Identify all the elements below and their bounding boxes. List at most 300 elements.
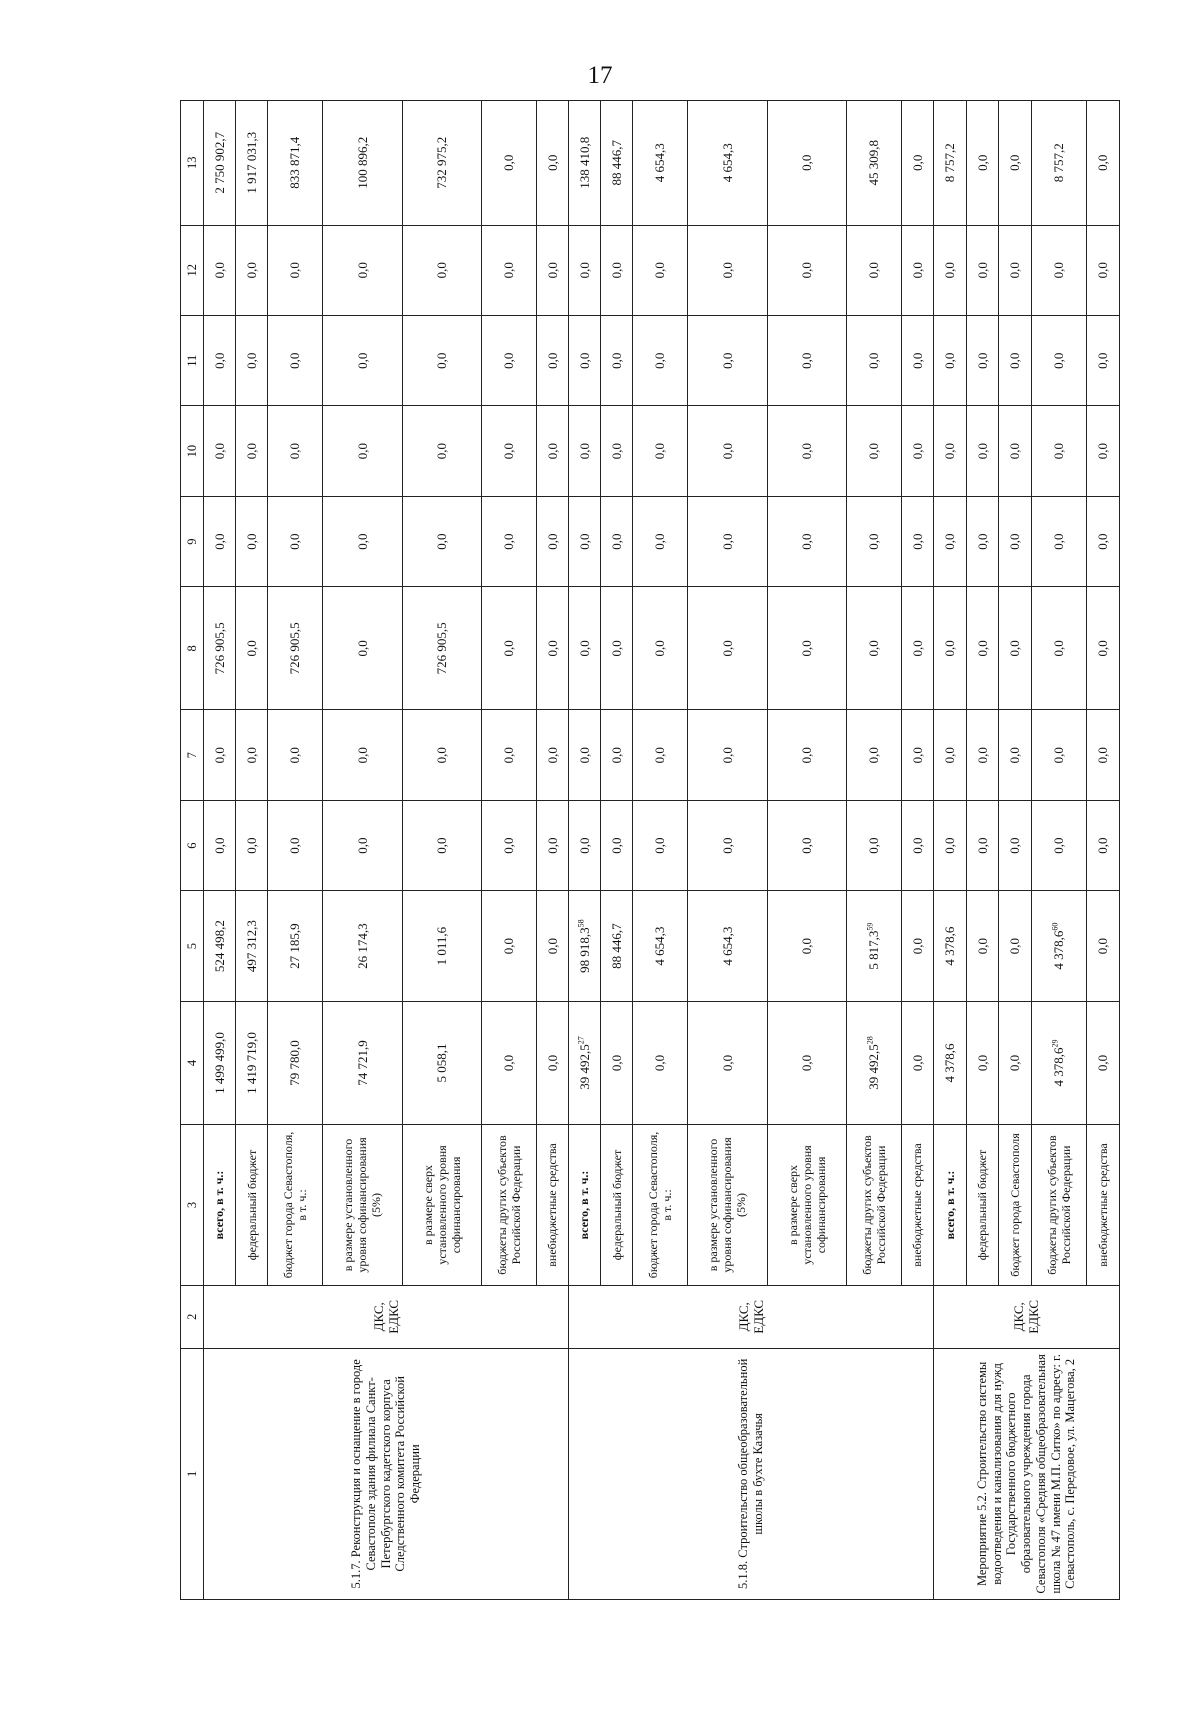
amount-cell xyxy=(268,315,323,405)
amount-cell xyxy=(687,1001,767,1124)
amount-value: 0,0 xyxy=(608,747,624,764)
amount-cell xyxy=(901,101,933,226)
amount-value: 0,0 xyxy=(974,154,990,171)
amount-cell xyxy=(1087,225,1120,315)
amount-cell xyxy=(601,406,633,496)
amount-value: 79 780,0 xyxy=(287,1040,303,1086)
amount-cell xyxy=(999,406,1032,496)
amount-cell xyxy=(901,496,933,586)
amount-value: 0,0 xyxy=(1095,154,1111,171)
amount-value: 0,0 xyxy=(608,533,624,550)
amount-cell xyxy=(767,101,847,226)
amount-cell xyxy=(999,710,1032,800)
table-row xyxy=(933,101,966,1600)
column-number-10: 10 xyxy=(181,406,204,496)
amount-value: 0,0 xyxy=(434,443,450,460)
amount-cell xyxy=(901,587,933,710)
amount-value: 0,0 xyxy=(1007,640,1023,657)
amount-cell xyxy=(601,101,633,226)
amount-value: 0,0 xyxy=(799,154,815,171)
amount-cell xyxy=(933,800,966,890)
amount-cell xyxy=(402,891,482,1002)
column-number-13: 13 xyxy=(181,101,204,226)
amount-cell xyxy=(633,406,688,496)
funding-source-label: в размере сверх установленного уровня софинансирования xyxy=(767,1125,847,1286)
amount-value: 0,0 xyxy=(942,352,958,369)
amount-value: 0,0 xyxy=(501,154,517,171)
amount-value: 0,0 xyxy=(354,262,370,279)
amount-value: 39 492,5 xyxy=(576,1044,592,1090)
amount-value: 0,0 xyxy=(1095,1054,1111,1072)
table-row xyxy=(568,101,600,1600)
amount-cell xyxy=(601,710,633,800)
amount-cell xyxy=(847,710,902,800)
amount-cell xyxy=(966,1001,999,1124)
amount-cell xyxy=(933,496,966,586)
amount-value: 5 058,1 xyxy=(434,1043,450,1083)
amount-value: 1 917 031,3 xyxy=(243,131,259,194)
budget-table xyxy=(180,100,1120,1600)
amount-cell xyxy=(322,406,402,496)
amount-cell xyxy=(482,1001,537,1124)
amount-value: 0,0 xyxy=(1007,747,1023,764)
amount-cell xyxy=(568,1001,600,1124)
amount-cell xyxy=(482,315,537,405)
column-number-6: 6 xyxy=(181,800,204,890)
amount-cell xyxy=(1031,225,1087,315)
amount-cell xyxy=(901,406,933,496)
amount-cell xyxy=(268,1001,323,1124)
amount-value: 0,0 xyxy=(608,443,624,460)
amount-cell xyxy=(1031,101,1087,226)
amount-value: 0,0 xyxy=(799,640,815,657)
page-number: 17 xyxy=(587,62,613,89)
amount-cell xyxy=(536,891,568,1002)
amount-value: 0,0 xyxy=(909,533,925,550)
amount-cell xyxy=(482,406,537,496)
amount-value: 0,0 xyxy=(1095,443,1111,460)
amount-cell xyxy=(322,101,402,226)
funding-source-label: бюджет города Севастополя, в т. ч.: xyxy=(268,1125,323,1286)
amount-value: 0,0 xyxy=(576,443,592,460)
amount-cell xyxy=(687,225,767,315)
amount-value: 2 750 902,7 xyxy=(211,131,227,194)
amount-cell xyxy=(402,496,482,586)
amount-value: 0,0 xyxy=(974,1054,990,1072)
funding-source-label: всего, в т. ч.: xyxy=(204,1125,236,1286)
amount-cell xyxy=(322,496,402,586)
column-number-8: 8 xyxy=(181,587,204,710)
amount-cell xyxy=(1087,406,1120,496)
amount-cell xyxy=(482,496,537,586)
amount-cell xyxy=(633,101,688,226)
amount-cell xyxy=(536,315,568,405)
amount-cell xyxy=(236,496,268,586)
amount-cell xyxy=(402,1001,482,1124)
amount-value: 100 896,2 xyxy=(354,136,370,189)
amount-value: 0,0 xyxy=(501,443,517,460)
amount-cell xyxy=(1087,800,1120,890)
amount-value: 0,0 xyxy=(544,747,560,764)
amount-value: 4 654,3 xyxy=(719,143,735,183)
amount-value: 0,0 xyxy=(719,1054,735,1072)
amount-cell xyxy=(322,891,402,1002)
funding-source-label: в размере установленного уровня софинансирования (5%) xyxy=(687,1125,767,1286)
amount-cell xyxy=(536,496,568,586)
amount-cell xyxy=(1087,587,1120,710)
amount-value: 0,0 xyxy=(243,640,259,657)
amount-value: 4 654,3 xyxy=(652,926,668,966)
amount-cell xyxy=(402,587,482,710)
amount-cell xyxy=(999,496,1032,586)
amount-value: 0,0 xyxy=(866,747,882,764)
amount-value: 0,0 xyxy=(576,640,592,657)
amount-value: 0,0 xyxy=(1007,938,1023,955)
funding-source-label: бюджет города Севастополя xyxy=(999,1125,1032,1286)
amount-value: 0,0 xyxy=(1051,443,1067,460)
amount-value: 0,0 xyxy=(799,262,815,279)
amount-value: 0,0 xyxy=(909,352,925,369)
amount-value: 4 378,6 xyxy=(1051,930,1067,970)
amount-value: 0,0 xyxy=(1051,837,1067,854)
footnote-marker: 58 xyxy=(576,919,586,928)
footnote-marker: 27 xyxy=(576,1036,586,1045)
amount-cell xyxy=(402,406,482,496)
amount-cell xyxy=(536,587,568,710)
table-row xyxy=(204,101,236,1600)
amount-cell xyxy=(966,315,999,405)
amount-value: 0,0 xyxy=(243,262,259,279)
amount-value: 0,0 xyxy=(942,533,958,550)
amount-value: 0,0 xyxy=(799,533,815,550)
amount-cell xyxy=(767,891,847,1002)
amount-value: 0,0 xyxy=(942,747,958,764)
amount-value: 0,0 xyxy=(243,533,259,550)
amount-value: 0,0 xyxy=(1051,640,1067,657)
amount-value: 0,0 xyxy=(719,747,735,764)
amount-value: 0,0 xyxy=(211,352,227,369)
amount-cell xyxy=(322,315,402,405)
amount-value: 0,0 xyxy=(1095,640,1111,657)
amount-cell xyxy=(204,496,236,586)
amount-value: 0,0 xyxy=(211,747,227,764)
funding-source-label: внебюджетные средства xyxy=(901,1125,933,1286)
amount-cell xyxy=(767,587,847,710)
amount-cell xyxy=(204,225,236,315)
amount-cell xyxy=(568,710,600,800)
amount-cell xyxy=(268,406,323,496)
amount-value: 0,0 xyxy=(799,747,815,764)
amount-cell xyxy=(482,710,537,800)
amount-value: 1 011,6 xyxy=(434,926,450,966)
amount-cell xyxy=(633,800,688,890)
amount-value: 0,0 xyxy=(287,533,303,550)
amount-cell xyxy=(568,101,600,226)
column-number-1: 1 xyxy=(181,1348,204,1599)
amount-value: 0,0 xyxy=(974,640,990,657)
amount-cell xyxy=(999,315,1032,405)
amount-value: 0,0 xyxy=(354,747,370,764)
amount-value: 0,0 xyxy=(501,640,517,657)
amount-cell xyxy=(268,710,323,800)
amount-value: 8 757,2 xyxy=(1051,143,1067,183)
amount-cell xyxy=(236,710,268,800)
amount-value: 0,0 xyxy=(1007,1054,1023,1072)
amount-cell xyxy=(568,225,600,315)
amount-cell xyxy=(322,710,402,800)
amount-value: 0,0 xyxy=(544,443,560,460)
amount-cell xyxy=(236,1001,268,1124)
amount-cell xyxy=(687,406,767,496)
amount-cell xyxy=(933,315,966,405)
amount-value: 0,0 xyxy=(576,747,592,764)
amount-value: 0,0 xyxy=(866,352,882,369)
amount-value: 88 446,7 xyxy=(608,140,624,186)
amount-value: 0,0 xyxy=(866,262,882,279)
amount-value: 0,0 xyxy=(719,443,735,460)
amount-value: 27 185,9 xyxy=(287,923,303,969)
amount-cell xyxy=(767,496,847,586)
amount-cell xyxy=(268,587,323,710)
amount-cell xyxy=(1031,315,1087,405)
amount-cell xyxy=(482,225,537,315)
amount-value: 0,0 xyxy=(974,262,990,279)
amount-value: 0,0 xyxy=(652,837,668,854)
activity-name: Мероприятие 5.2. Строительство системы водоотведения и канализования для нужд Государственного бюджетного образовательного учреждения города Севастополя «Средняя общеобразовательная школа № 47 имени М.П. Ситко» по адресу: г. Севастополь, с. Передовое, ул. Мацегова, 2 xyxy=(933,1348,1119,1599)
amount-value: 0,0 xyxy=(354,533,370,550)
amount-value: 0,0 xyxy=(1007,154,1023,171)
amount-cell xyxy=(901,315,933,405)
amount-cell xyxy=(568,587,600,710)
amount-cell xyxy=(999,587,1032,710)
amount-cell xyxy=(847,315,902,405)
amount-cell xyxy=(204,800,236,890)
amount-cell xyxy=(767,800,847,890)
amount-cell xyxy=(402,800,482,890)
amount-value: 4 654,3 xyxy=(652,143,668,183)
amount-cell xyxy=(601,315,633,405)
amount-value: 0,0 xyxy=(287,747,303,764)
amount-value: 0,0 xyxy=(243,352,259,369)
amount-cell xyxy=(536,406,568,496)
amount-value: 0,0 xyxy=(434,837,450,854)
amount-value: 0,0 xyxy=(287,837,303,854)
amount-cell xyxy=(633,587,688,710)
funding-source-label: бюджет города Севастополя, в т. ч.: xyxy=(633,1125,688,1286)
amount-cell xyxy=(568,496,600,586)
amount-cell xyxy=(687,710,767,800)
amount-cell xyxy=(687,891,767,1002)
amount-cell xyxy=(482,800,537,890)
amount-cell xyxy=(901,225,933,315)
amount-value: 0,0 xyxy=(652,747,668,764)
amount-value: 0,0 xyxy=(652,262,668,279)
amount-cell xyxy=(847,225,902,315)
amount-cell xyxy=(204,891,236,1002)
amount-value: 0,0 xyxy=(354,837,370,854)
amount-value: 0,0 xyxy=(719,837,735,854)
amount-cell xyxy=(236,891,268,1002)
amount-value: 0,0 xyxy=(719,640,735,657)
amount-cell xyxy=(1031,1001,1087,1124)
amount-cell xyxy=(933,587,966,710)
amount-value: 0,0 xyxy=(719,262,735,279)
amount-value: 0,0 xyxy=(211,262,227,279)
amount-cell xyxy=(536,225,568,315)
amount-value: 0,0 xyxy=(909,1054,925,1072)
amount-cell xyxy=(767,406,847,496)
amount-value: 0,0 xyxy=(799,1054,815,1072)
amount-cell xyxy=(268,225,323,315)
amount-cell xyxy=(1087,710,1120,800)
amount-value: 0,0 xyxy=(287,352,303,369)
amount-cell xyxy=(966,891,999,1002)
amount-value: 0,0 xyxy=(243,747,259,764)
column-number-row xyxy=(181,101,204,1600)
amount-cell xyxy=(322,225,402,315)
amount-value: 0,0 xyxy=(501,837,517,854)
amount-cell xyxy=(933,1001,966,1124)
amount-cell xyxy=(1031,710,1087,800)
amount-cell xyxy=(687,496,767,586)
amount-value: 0,0 xyxy=(1095,837,1111,854)
amount-cell xyxy=(536,101,568,226)
amount-cell xyxy=(966,800,999,890)
amount-value: 0,0 xyxy=(866,640,882,657)
amount-value: 5 817,3 xyxy=(866,930,882,970)
amount-value: 0,0 xyxy=(1095,938,1111,955)
amount-value: 0,0 xyxy=(608,1054,624,1072)
amount-cell xyxy=(687,587,767,710)
amount-cell xyxy=(568,891,600,1002)
amount-value: 0,0 xyxy=(544,262,560,279)
amount-value: 0,0 xyxy=(974,443,990,460)
amount-cell xyxy=(966,496,999,586)
amount-cell xyxy=(847,1001,902,1124)
amount-cell xyxy=(999,891,1032,1002)
amount-cell xyxy=(1087,1001,1120,1124)
amount-value: 0,0 xyxy=(866,533,882,550)
amount-cell xyxy=(999,800,1032,890)
amount-value: 0,0 xyxy=(544,533,560,550)
amount-cell xyxy=(236,406,268,496)
funding-source-label: всего, в т. ч.: xyxy=(933,1125,966,1286)
amount-value: 0,0 xyxy=(974,837,990,854)
amount-cell xyxy=(236,225,268,315)
amount-cell xyxy=(687,800,767,890)
amount-cell xyxy=(601,587,633,710)
amount-cell xyxy=(847,101,902,226)
amount-cell xyxy=(322,1001,402,1124)
amount-value: 0,0 xyxy=(501,352,517,369)
amount-value: 0,0 xyxy=(1095,747,1111,764)
amount-cell xyxy=(847,800,902,890)
amount-value: 0,0 xyxy=(1007,352,1023,369)
rotated-table-wrapper xyxy=(180,100,1120,1600)
amount-value: 0,0 xyxy=(544,640,560,657)
amount-cell xyxy=(1031,496,1087,586)
amount-value: 4 378,6 xyxy=(1051,1047,1067,1087)
amount-cell xyxy=(966,101,999,226)
amount-value: 0,0 xyxy=(608,262,624,279)
funding-source-label: федеральный бюджет xyxy=(966,1125,999,1286)
amount-value: 0,0 xyxy=(211,443,227,460)
amount-cell xyxy=(767,225,847,315)
amount-cell xyxy=(966,587,999,710)
amount-value: 0,0 xyxy=(501,747,517,764)
amount-value: 0,0 xyxy=(434,262,450,279)
amount-cell xyxy=(687,101,767,226)
funding-source-label: бюджеты других субъектов Российской Федерации xyxy=(847,1125,902,1286)
amount-value: 0,0 xyxy=(1051,747,1067,764)
executor: ДКС, ЕДКС xyxy=(568,1285,933,1348)
amount-value: 138 410,8 xyxy=(576,136,592,189)
amount-value: 0,0 xyxy=(866,837,882,854)
amount-value: 497 312,3 xyxy=(243,920,259,973)
amount-value: 732 975,2 xyxy=(434,136,450,189)
amount-cell xyxy=(633,315,688,405)
amount-value: 0,0 xyxy=(942,640,958,657)
amount-cell xyxy=(601,891,633,1002)
amount-cell xyxy=(901,1001,933,1124)
amount-value: 0,0 xyxy=(1051,262,1067,279)
amount-value: 0,0 xyxy=(211,837,227,854)
footnote-marker: 60 xyxy=(1050,922,1060,931)
executor: ДКС, ЕДКС xyxy=(204,1285,569,1348)
amount-value: 0,0 xyxy=(1095,352,1111,369)
amount-cell xyxy=(601,800,633,890)
amount-value: 1 499 499,0 xyxy=(211,1032,227,1094)
column-number-9: 9 xyxy=(181,496,204,586)
amount-value: 726 905,5 xyxy=(287,622,303,675)
amount-value: 0,0 xyxy=(501,533,517,550)
amount-value: 0,0 xyxy=(354,443,370,460)
amount-cell xyxy=(236,315,268,405)
amount-value: 74 721,9 xyxy=(354,1040,370,1086)
amount-value: 0,0 xyxy=(652,443,668,460)
amount-value: 88 446,7 xyxy=(608,923,624,969)
amount-value: 0,0 xyxy=(719,533,735,550)
funding-source-label: в размере сверх установленного уровня софинансирования xyxy=(402,1125,482,1286)
amount-cell xyxy=(966,225,999,315)
amount-cell xyxy=(236,587,268,710)
amount-value: 4 378,6 xyxy=(942,1043,958,1083)
amount-value: 0,0 xyxy=(799,938,815,955)
funding-source-label: внебюджетные средства xyxy=(536,1125,568,1286)
amount-cell xyxy=(236,101,268,226)
footnote-marker: 28 xyxy=(866,1036,875,1045)
column-number-3: 3 xyxy=(181,1125,204,1286)
amount-cell xyxy=(268,891,323,1002)
amount-value: 0,0 xyxy=(799,443,815,460)
amount-value: 0,0 xyxy=(434,533,450,550)
amount-cell xyxy=(767,710,847,800)
table-body xyxy=(204,101,1120,1600)
amount-value: 0,0 xyxy=(909,154,925,171)
amount-cell xyxy=(633,496,688,586)
amount-cell xyxy=(1031,406,1087,496)
amount-cell xyxy=(1087,496,1120,586)
amount-cell xyxy=(402,225,482,315)
amount-value: 0,0 xyxy=(608,352,624,369)
amount-cell xyxy=(901,710,933,800)
amount-value: 0,0 xyxy=(1007,533,1023,550)
amount-value: 0,0 xyxy=(1095,262,1111,279)
amount-cell xyxy=(402,101,482,226)
amount-cell xyxy=(933,101,966,226)
activity-name: 5.1.8. Строительство общеобразовательной школы в бухте Казачья xyxy=(568,1348,933,1599)
amount-value: 0,0 xyxy=(1095,533,1111,550)
